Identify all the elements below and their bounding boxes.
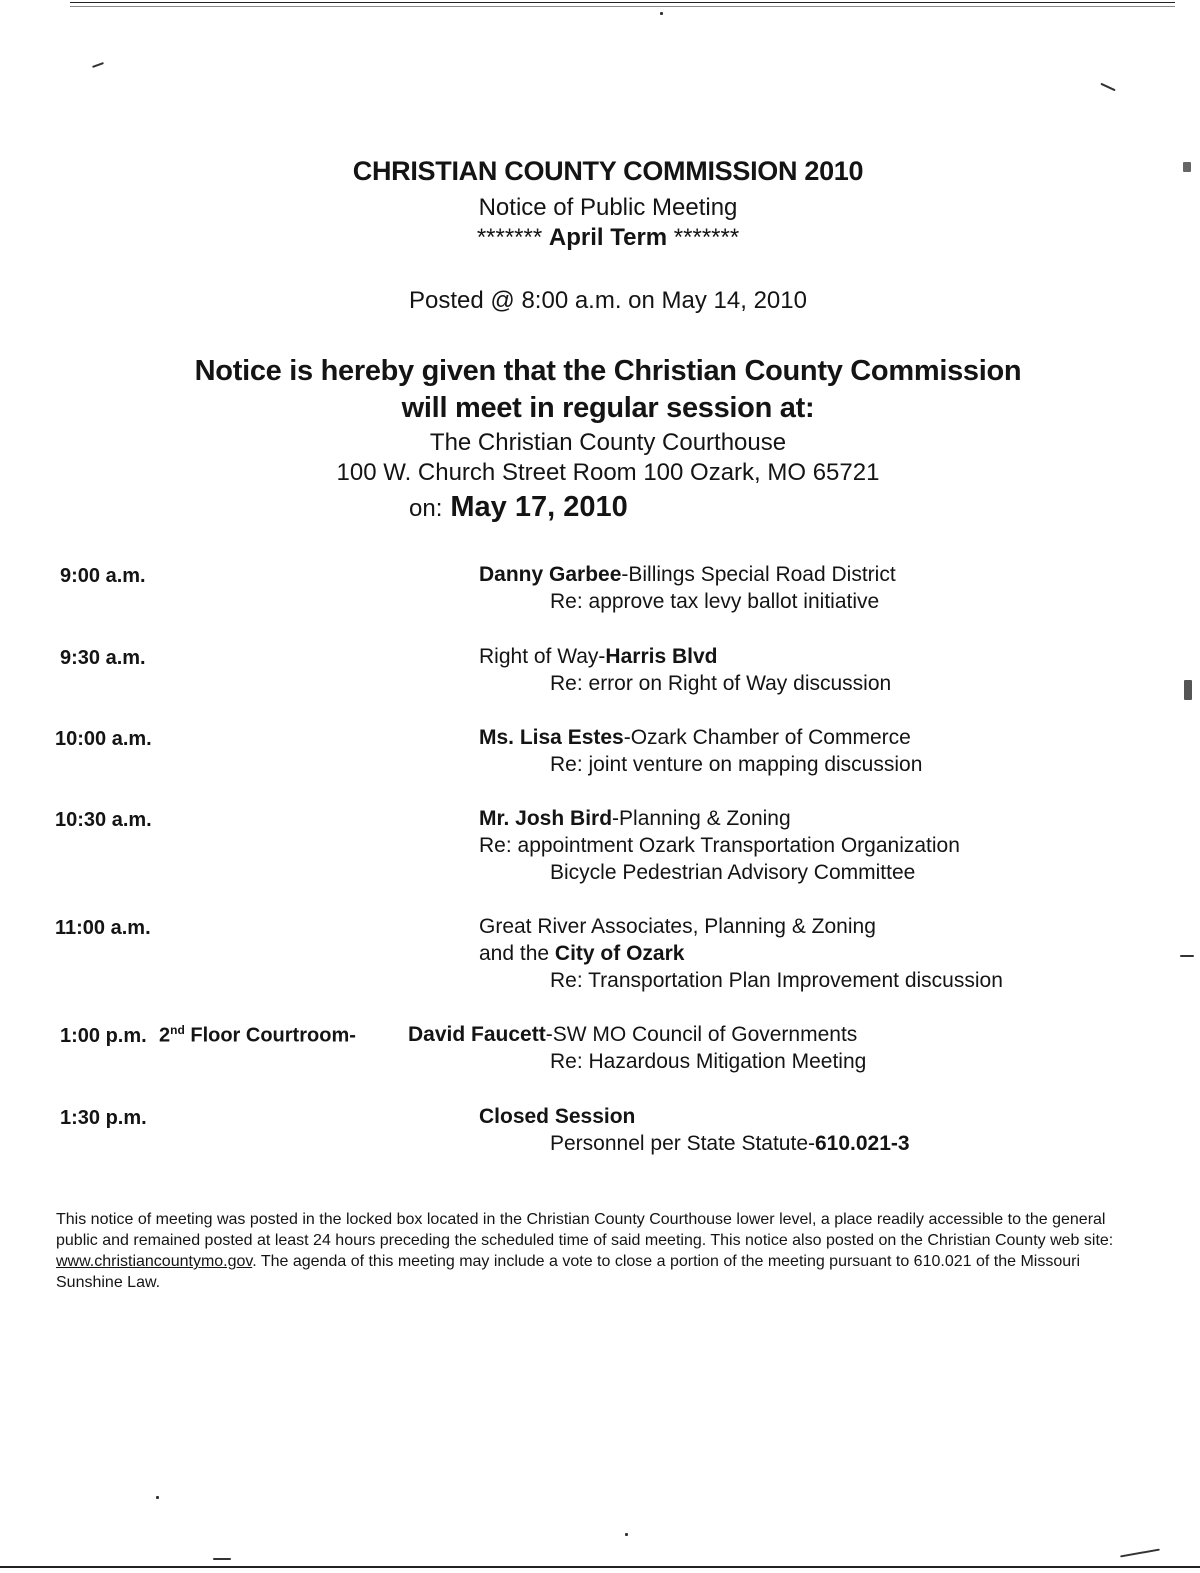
scan-speck bbox=[213, 1558, 231, 1560]
venue-address: 100 W. Church Street Room 100 Ozark, MO 65721 bbox=[336, 459, 880, 486]
agenda-item-title bbox=[479, 563, 896, 587]
agenda-presenter: Ms. Lisa Estes bbox=[479, 726, 624, 749]
agenda-topic: and the bbox=[479, 942, 555, 965]
scan-speck bbox=[1120, 1549, 1160, 1558]
agenda-organization: -Planning & Zoning bbox=[612, 807, 791, 830]
scan-speck bbox=[1184, 680, 1192, 700]
agenda-item-title: Great River Associates, Planning & Zoning bbox=[479, 915, 876, 938]
agenda-item-subject: Re: appointment Ozark Transportation Organization bbox=[479, 834, 960, 857]
agenda-location bbox=[159, 1023, 356, 1048]
agenda-time: 1:30 p.m. bbox=[60, 1107, 147, 1129]
statute-number: 610.021-3 bbox=[815, 1132, 910, 1155]
location-room: Floor Courtroom- bbox=[184, 1024, 356, 1047]
top-rule bbox=[70, 2, 1175, 3]
document-subtitle: Notice of Public Meeting bbox=[478, 194, 738, 221]
agenda-item-subject: Re: Transportation Plan Improvement discussion bbox=[550, 969, 1003, 992]
agenda-time: 11:00 a.m. bbox=[55, 917, 151, 939]
posted-line: Posted @ 8:00 a.m. on May 14, 2010 bbox=[409, 287, 807, 314]
posting-statement-line: This notice of meeting was posted in the locked box located in the Christian County Courthouse lower level, a place readily accessible to the general bbox=[56, 1211, 1106, 1228]
location-ordinal: nd bbox=[170, 1023, 185, 1037]
scan-speck bbox=[92, 62, 104, 68]
document-title: CHRISTIAN COUNTY COMMISSION 2010 bbox=[352, 156, 864, 186]
agenda-organization: -Ozark Chamber of Commerce bbox=[623, 726, 911, 749]
agenda-organization: -SW MO Council of Governments bbox=[545, 1023, 858, 1046]
agenda-item-subject: Re: Hazardous Mitigation Meeting bbox=[550, 1050, 867, 1073]
top-rule-faint bbox=[70, 6, 1175, 7]
location-floor-number: 2 bbox=[159, 1024, 171, 1047]
agenda-topic: Right of Way- bbox=[479, 645, 606, 668]
agenda-topic-detail: Harris Blvd bbox=[605, 645, 718, 668]
posting-statement-text: . The agenda of this meeting may include a vote to close a portion of the meeting pursuant to 610.021 of the Missouri bbox=[252, 1253, 1080, 1270]
scan-speck bbox=[660, 12, 663, 15]
meeting-date: May 17, 2010 bbox=[450, 491, 628, 523]
notice-heading-line1: Notice is hereby given that the Christian County Commission bbox=[194, 355, 1022, 387]
scan-speck bbox=[1180, 955, 1194, 957]
term-prefix: ******* bbox=[476, 224, 543, 251]
agenda-presenter: Mr. Josh Bird bbox=[479, 807, 613, 830]
agenda-item-subject-continued: Bicycle Pedestrian Advisory Committee bbox=[550, 861, 916, 884]
statute-text: Personnel per State Statute- bbox=[550, 1132, 815, 1155]
agenda-item-title bbox=[479, 645, 717, 669]
agenda-time: 9:30 a.m. bbox=[60, 647, 146, 669]
agenda-time: 10:30 a.m. bbox=[55, 809, 152, 831]
agenda-time: 10:00 a.m. bbox=[55, 728, 152, 750]
agenda-item-subject: Re: joint venture on mapping discussion bbox=[550, 753, 923, 776]
scan-speck bbox=[156, 1496, 159, 1499]
agenda-presenter: City of Ozark bbox=[554, 942, 685, 965]
posting-statement-line: Sunshine Law. bbox=[56, 1274, 161, 1291]
bottom-rule bbox=[0, 1566, 1200, 1568]
agenda-item-title bbox=[479, 726, 911, 750]
county-website-link[interactable]: www.christiancountymo.gov bbox=[56, 1253, 253, 1270]
agenda-item-subject: Re: error on Right of Way discussion bbox=[550, 672, 892, 695]
venue-name: The Christian County Courthouse bbox=[429, 429, 787, 456]
agenda-item-title bbox=[479, 807, 791, 831]
meeting-date-line bbox=[409, 491, 628, 524]
posting-statement bbox=[56, 1209, 1126, 1293]
agenda-item-subject bbox=[550, 1132, 910, 1156]
agenda-item-title bbox=[408, 1023, 857, 1047]
posting-statement-line: public and remained posted at least 24 hours preceding the scheduled time of said meeting. This notice also posted on the Christian County web site: bbox=[56, 1232, 1114, 1249]
scan-speck bbox=[1100, 83, 1115, 92]
agenda-organization: -Billings Special Road District bbox=[621, 563, 896, 586]
term-line bbox=[0, 224, 1200, 252]
scan-speck bbox=[625, 1533, 628, 1536]
agenda-time: 9:00 a.m. bbox=[60, 565, 146, 587]
scan-speck bbox=[1183, 162, 1191, 172]
meeting-date-prefix: on: bbox=[409, 495, 443, 522]
agenda-presenter: David Faucett bbox=[408, 1023, 546, 1046]
posting-statement-line bbox=[56, 1251, 1126, 1272]
term-label: April Term bbox=[548, 224, 668, 251]
agenda-item-title: Closed Session bbox=[479, 1105, 636, 1128]
agenda-time: 1:00 p.m. bbox=[60, 1025, 147, 1047]
agenda-presenter: Danny Garbee bbox=[479, 563, 622, 586]
agenda-item-subject: Re: approve tax levy ballot initiative bbox=[550, 590, 880, 613]
notice-heading-line2: will meet in regular session at: bbox=[401, 392, 815, 424]
agenda-item-title-continued bbox=[479, 942, 684, 966]
term-suffix: ******* bbox=[673, 224, 740, 251]
